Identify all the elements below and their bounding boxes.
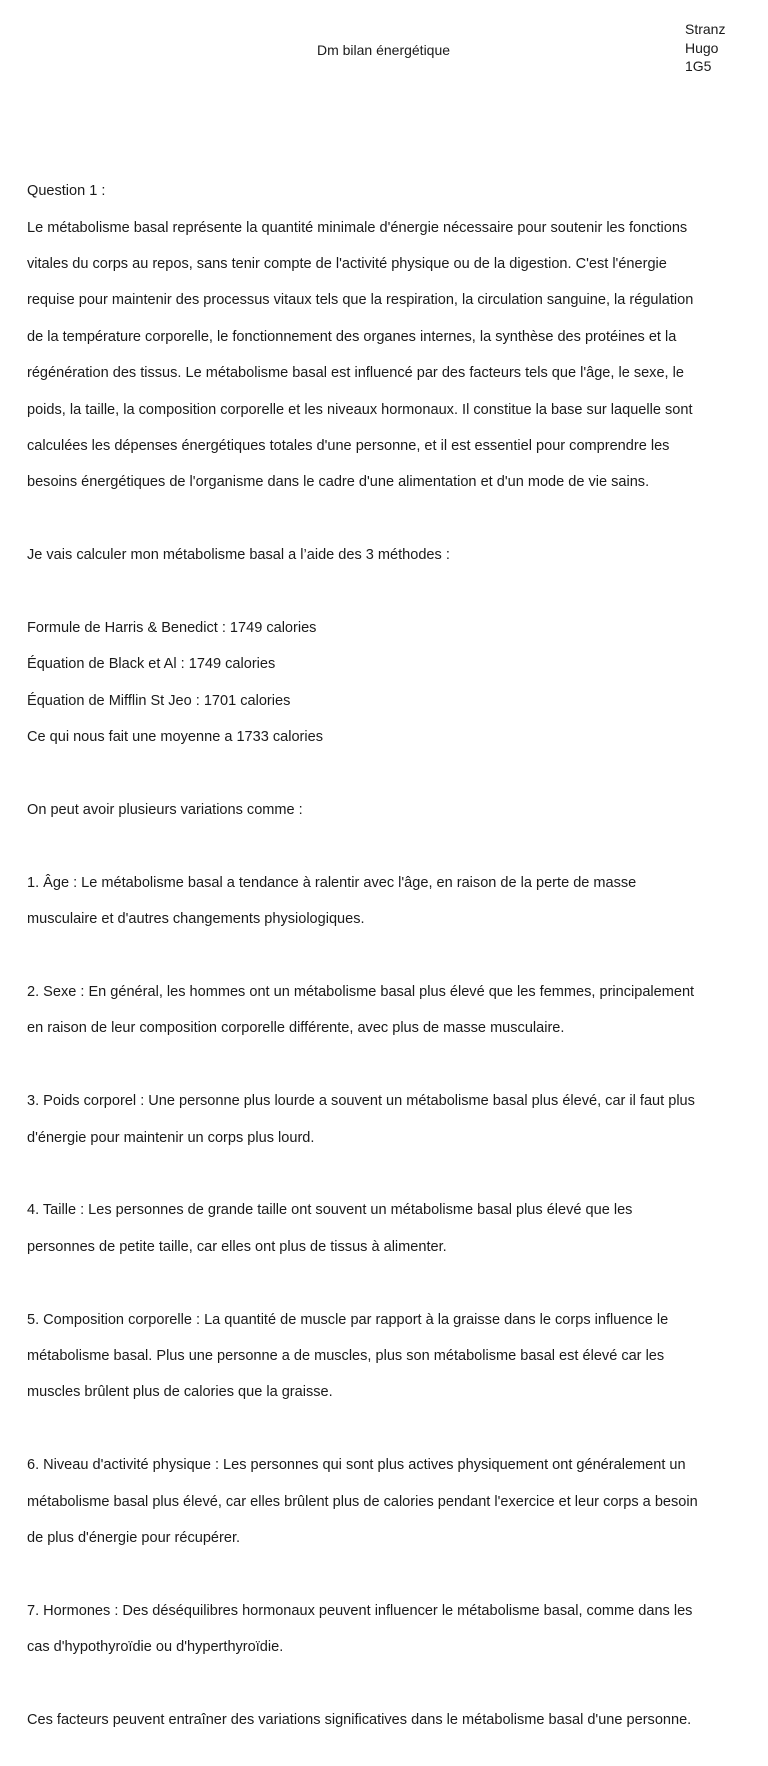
text-line: métabolisme basal. Plus une personne a de muscles, plus son métabolisme basal est élevé car les — [27, 1348, 665, 1365]
text-line: personnes de petite taille, car elles ont plus de tissus à alimenter. — [27, 1238, 447, 1255]
text-line: régénération des tissus. Le métabolisme basal est influencé par des facteurs tels que l'âge, le sexe, le — [27, 365, 684, 382]
text-line: 6. Niveau d'activité physique : Les personnes qui sont plus actives physiquement ont généralement un — [27, 1457, 686, 1474]
text-line: d'énergie pour maintenir un corps plus lourd. — [27, 1129, 315, 1146]
question-label: Question 1 : — [27, 183, 106, 200]
variation-item-activity-level — [27, 1438, 747, 1565]
question-paragraph — [27, 164, 747, 510]
variations-intro: On peut avoir plusieurs variations comme : — [27, 802, 303, 819]
text-line: 5. Composition corporelle : La quantité de muscle par rapport à la graisse dans le corps influence le — [27, 1311, 669, 1328]
variations-intro-paragraph — [27, 783, 747, 838]
variation-item-height — [27, 1183, 747, 1274]
text-line: 2. Sexe : En général, les hommes ont un métabolisme basal plus élevé que les femmes, principalement — [27, 984, 695, 1001]
document-title — [0, 41, 768, 59]
method-result-line: Formule de Harris & Benedict : 1749 calories — [27, 620, 317, 637]
text-line: musculaire et d'autres changements physiologiques. — [27, 911, 365, 928]
author-block — [685, 20, 725, 76]
methods-intro: Je vais calculer mon métabolisme basal a l’aide des 3 méthodes : — [27, 547, 450, 564]
method-result-line: Équation de Black et Al : 1749 calories — [27, 656, 276, 673]
variation-item-age — [27, 856, 747, 947]
text-line: muscles brûlent plus de calories que la graisse. — [27, 1384, 333, 1401]
conclusion-paragraph — [27, 1693, 747, 1748]
variation-item-body-composition — [27, 1292, 747, 1419]
methods-results-paragraph — [27, 601, 747, 765]
text-line: de plus d'énergie pour récupérer. — [27, 1530, 241, 1547]
variation-item-sex — [27, 965, 747, 1056]
text-line: cas d'hypothyroïdie ou d'hyperthyroïdie. — [27, 1639, 284, 1656]
text-line: besoins énergétiques de l'organisme dans le cadre d'une alimentation et d'un mode de vie sains. — [27, 474, 650, 491]
author-first-name: Hugo — [685, 39, 719, 56]
text-line: 4. Taille : Les personnes de grande taille ont souvent un métabolisme basal plus élevé que les — [27, 1202, 633, 1219]
text-line: vitales du corps au repos, sans tenir compte de l'activité physique ou de la digestion. C'est l'énergie — [27, 256, 667, 273]
method-average-line: Ce qui nous fait une moyenne a 1733 calories — [27, 729, 323, 746]
text-line: de la température corporelle, le fonctionnement des organes internes, la synthèse des protéines et la — [27, 328, 677, 345]
text-line: 1. Âge : Le métabolisme basal a tendance à ralentir avec l'âge, en raison de la perte de masse — [27, 874, 637, 891]
text-line: calculées les dépenses énergétiques totales d'une personne, et il est essentiel pour comprendre les — [27, 438, 670, 455]
variation-item-hormones — [27, 1584, 747, 1675]
class-code: 1G5 — [685, 58, 712, 74]
text-line: poids, la taille, la composition corporelle et les niveaux hormonaux. Il constitue la base sur laquelle sont — [27, 401, 693, 418]
methods-intro-paragraph — [27, 528, 747, 583]
author-last-name: Stranz — [685, 21, 726, 37]
conclusion-text: Ces facteurs peuvent entraîner des variations significatives dans le métabolisme basal d'une personne. — [27, 1712, 692, 1729]
method-result-line: Équation de Mifflin St Jeo : 1701 calories — [27, 692, 291, 709]
text-line: 7. Hormones : Des déséquilibres hormonaux peuvent influencer le métabolisme basal, comme dans les — [27, 1602, 693, 1619]
variation-item-weight — [27, 1074, 747, 1165]
text-line: requise pour maintenir des processus vitaux tels que la respiration, la circulation sanguine, la régulation — [27, 292, 694, 309]
text-line: 3. Poids corporel : Une personne plus lourde a souvent un métabolisme basal plus élevé, car il faut plus — [27, 1093, 695, 1110]
text-line: en raison de leur composition corporelle différente, avec plus de masse musculaire. — [27, 1020, 565, 1037]
document-title-text: Dm bilan énergétique — [316, 42, 451, 58]
document-body — [27, 164, 747, 1766]
text-line: métabolisme basal plus élevé, car elles brûlent plus de calories pendant l'exercice et leur corps a besoin — [27, 1493, 698, 1510]
text-line: Le métabolisme basal représente la quantité minimale d'énergie nécessaire pour soutenir les fonctions — [27, 219, 688, 236]
